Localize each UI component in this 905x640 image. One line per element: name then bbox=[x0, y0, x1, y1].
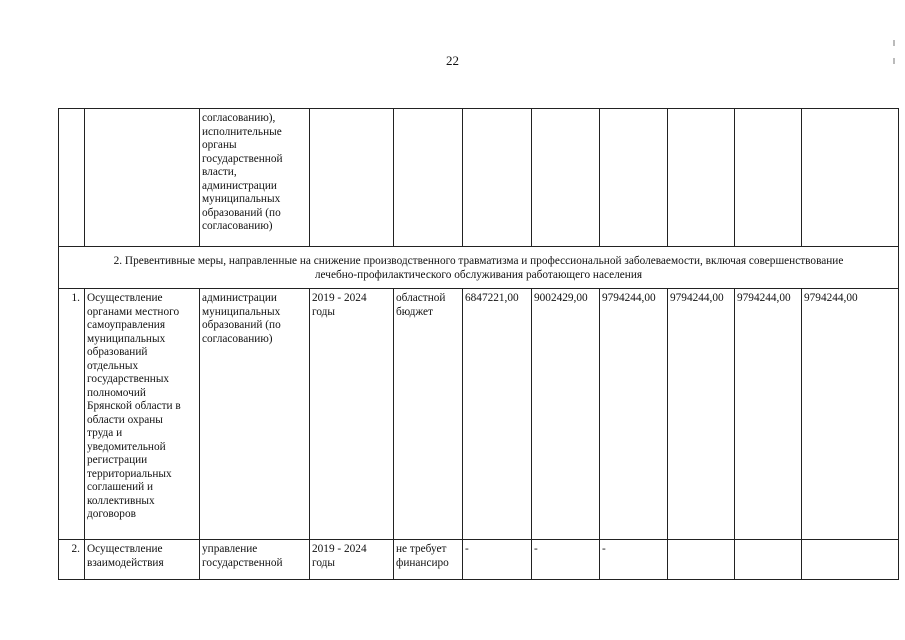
row-source: не требует финансиро bbox=[394, 540, 463, 580]
row-value-2024 bbox=[802, 540, 899, 580]
row-measure: Осуществление взаимодействия bbox=[85, 540, 200, 580]
cell-value bbox=[600, 109, 668, 247]
row-period: 2019 - 2024 годы bbox=[310, 289, 394, 540]
continuation-row bbox=[59, 109, 899, 247]
row-value-2020: - bbox=[532, 540, 600, 580]
row-number: 2. bbox=[59, 540, 85, 580]
row-value-2022: 9794244,00 bbox=[668, 289, 735, 540]
row-executor: управление государственной bbox=[200, 540, 310, 580]
row-value-2022 bbox=[668, 540, 735, 580]
row-period: 2019 - 2024 годы bbox=[310, 540, 394, 580]
row-number: 1. bbox=[59, 289, 85, 540]
cell-source bbox=[394, 109, 463, 247]
row-value-2024: 9794244,00 bbox=[802, 289, 899, 540]
row-executor: администрации муниципальных образований (по согласованию) bbox=[200, 289, 310, 540]
row-measure: Осуществление органами местного самоуправления муниципальных образований отдельных государственных полномочий Брянской области в области охраны труда и уведомительной регистрации территориальных соглашений и коллективных договоров bbox=[85, 289, 200, 540]
cell-period bbox=[310, 109, 394, 247]
row-value-2019: - bbox=[463, 540, 532, 580]
cell-value bbox=[668, 109, 735, 247]
cell-measure bbox=[85, 109, 200, 247]
cell-num bbox=[59, 109, 85, 247]
cell-value bbox=[532, 109, 600, 247]
scan-mark bbox=[893, 40, 895, 46]
table-row bbox=[59, 289, 899, 540]
table-row bbox=[59, 540, 899, 580]
cell-executor: согласованию), исполнительные органы государственной власти, администрации муниципальных образований (по согласованию) bbox=[200, 109, 310, 247]
scan-mark bbox=[893, 58, 895, 64]
page-number: 22 bbox=[446, 53, 459, 68]
row-value-2021: 9794244,00 bbox=[600, 289, 668, 540]
row-value-2021: - bbox=[600, 540, 668, 580]
program-table bbox=[58, 108, 899, 580]
section-heading-row bbox=[59, 247, 899, 289]
row-value-2023 bbox=[735, 540, 802, 580]
section-heading: 2. Превентивные меры, направленные на снижение производственного травматизма и профессиональной заболеваемости, включая совершенствование лечебно-профилактического обслуживания работающего населения bbox=[59, 247, 899, 289]
cell-value bbox=[463, 109, 532, 247]
cell-value bbox=[735, 109, 802, 247]
row-value-2023: 9794244,00 bbox=[735, 289, 802, 540]
row-value-2019: 6847221,00 bbox=[463, 289, 532, 540]
cell-value bbox=[802, 109, 899, 247]
row-source: областной бюджет bbox=[394, 289, 463, 540]
row-value-2020: 9002429,00 bbox=[532, 289, 600, 540]
